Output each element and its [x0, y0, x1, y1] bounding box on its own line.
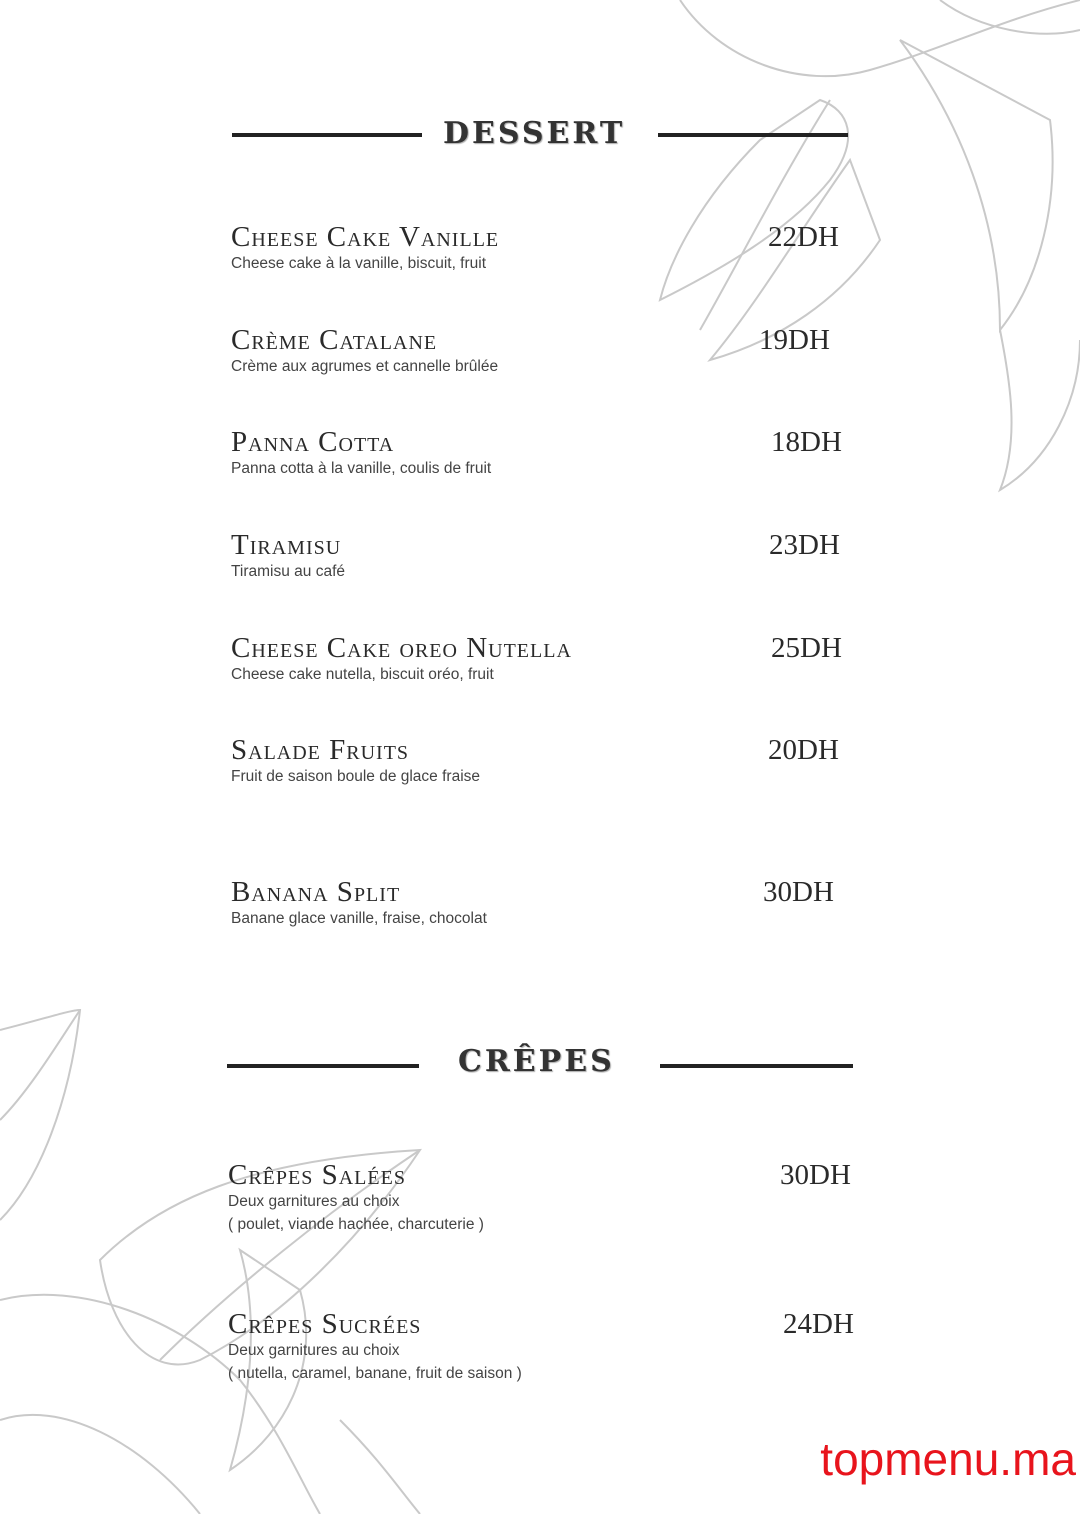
item-price: 30DH: [780, 1159, 851, 1191]
menu-item: [231, 877, 851, 930]
menu-item: [231, 222, 851, 275]
item-description: Crème aux agrumes et cannelle brûlée: [231, 358, 499, 375]
section-title-crepes: CRÊPES: [458, 1044, 615, 1079]
section-divider-left: [232, 133, 422, 137]
menu-item: [228, 1308, 854, 1385]
menu-item: [231, 633, 851, 686]
item-price: 19DH: [759, 324, 830, 356]
item-price: 18DH: [771, 426, 842, 458]
item-description: Cheese cake à la vanille, biscuit, fruit: [231, 255, 487, 272]
item-description-detail: ( poulet, viande hachée, charcuterie ): [228, 1216, 484, 1233]
item-description: Fruit de saison boule de glace fraise: [231, 768, 481, 785]
menu-item: [231, 735, 851, 788]
menu-item: [231, 325, 851, 378]
item-description: Tiramisu au café: [231, 563, 345, 580]
section-title-dessert: DESSERT: [443, 116, 626, 151]
watermark: topmenu.ma: [820, 1433, 1076, 1485]
section-divider-left: [227, 1064, 419, 1068]
item-price: 30DH: [763, 876, 834, 908]
item-name: Salade Fruits: [231, 734, 410, 766]
item-price: 20DH: [768, 734, 839, 766]
item-price: 24DH: [783, 1308, 854, 1340]
section-divider-right: [660, 1064, 853, 1068]
item-name: Panna Cotta: [231, 426, 395, 458]
menu-item: [231, 530, 851, 583]
item-name: Crêpes Salées: [228, 1159, 406, 1191]
item-description: Banane glace vanille, fraise, chocolat: [231, 910, 487, 927]
section-divider-right: [658, 133, 848, 137]
item-description: Cheese cake nutella, biscuit oréo, fruit: [231, 666, 494, 683]
item-name: Crème Catalane: [231, 324, 438, 356]
item-price: 22DH: [768, 221, 839, 253]
item-description: Panna cotta à la vanille, coulis de fruit: [231, 460, 492, 477]
item-name: Banana Split: [231, 876, 401, 908]
item-description-detail: ( nutella, caramel, banane, fruit de saison ): [228, 1365, 522, 1382]
item-name: Cheese Cake Vanille: [231, 221, 500, 253]
item-name: Crêpes Sucrées: [228, 1308, 422, 1340]
item-description: Deux garnitures au choix: [228, 1193, 400, 1210]
item-description: Deux garnitures au choix: [228, 1342, 400, 1359]
menu-item: [228, 1159, 851, 1236]
item-price: 23DH: [769, 529, 840, 561]
item-name: Tiramisu: [231, 529, 342, 561]
item-name: Cheese Cake oreo Nutella: [231, 632, 572, 664]
menu-item: [231, 427, 851, 480]
item-price: 25DH: [771, 632, 842, 664]
